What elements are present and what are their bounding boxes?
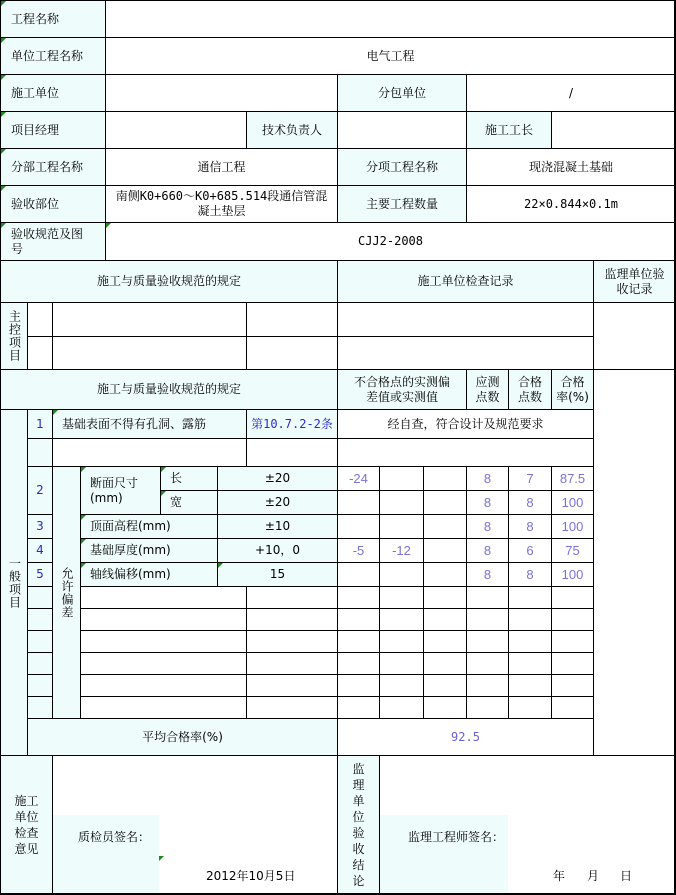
row5-no: 5 — [27, 562, 53, 587]
foreman-label: 施工工长 — [466, 111, 552, 149]
row2b-tolerance: ±20 — [217, 490, 338, 515]
empty-cell[interactable] — [466, 586, 509, 609]
empty-cell[interactable] — [80, 696, 247, 719]
empty-cell[interactable] — [466, 652, 509, 675]
tech-lead-label: 技术负责人 — [246, 111, 338, 149]
empty-cell[interactable] — [508, 586, 552, 609]
empty-cell[interactable] — [246, 696, 338, 719]
avg-pass-rate-value[interactable]: 92.5 — [337, 718, 594, 756]
empty-cell[interactable] — [508, 608, 552, 631]
empty-cell[interactable] — [337, 630, 380, 653]
general-supervisor-record[interactable] — [593, 369, 676, 756]
row3-tolerance: ±10 — [217, 514, 338, 539]
empty-cell[interactable] — [80, 674, 247, 697]
main-supervisor-record[interactable] — [593, 302, 676, 370]
should-points-cell[interactable]: 8 — [466, 490, 509, 515]
subcontractor-label: 分包单位 — [337, 74, 467, 112]
empty-cell[interactable] — [337, 586, 380, 609]
supervisor-date-day: 日 — [620, 869, 633, 883]
main-row-clause[interactable] — [246, 336, 338, 370]
row4-no: 4 — [27, 538, 53, 563]
subitem-label: 分项工程名称 — [337, 148, 467, 186]
row2-sub-width: 宽 — [160, 490, 218, 515]
contractor-label: 施工单位 — [0, 74, 106, 112]
empty-cell[interactable] — [466, 630, 509, 653]
deviation-cell[interactable] — [379, 466, 424, 491]
should-points-cell[interactable]: 8 — [466, 514, 509, 539]
pass-points-cell[interactable]: 6 — [508, 538, 552, 563]
deviation-cell[interactable] — [379, 562, 424, 587]
empty-cell[interactable] — [379, 652, 424, 675]
empty-cell[interactable] — [379, 608, 424, 631]
pass-rate-cell[interactable]: 100 — [551, 490, 594, 515]
main-row-spec[interactable] — [52, 302, 247, 337]
engineer-sign-label: 监理工程师签名： — [408, 830, 505, 844]
row4-tolerance: +10，0 — [217, 538, 338, 563]
pass-rate-cell[interactable]: 75 — [551, 538, 594, 563]
deviation-cell[interactable] — [423, 466, 467, 491]
deviation-cell[interactable] — [423, 490, 467, 515]
empty-cell[interactable] — [379, 674, 424, 697]
should-points-cell[interactable]: 8 — [466, 466, 509, 491]
empty-cell[interactable] — [508, 652, 552, 675]
deviation-cell[interactable]: -12 — [379, 538, 424, 563]
pass-rate-cell[interactable]: 87.5 — [551, 466, 594, 491]
empty-cell — [27, 674, 53, 697]
row2a-tolerance: ±20 — [217, 466, 338, 491]
blank-row-result[interactable] — [337, 438, 594, 467]
supervisor-date-month: 月 — [587, 869, 600, 883]
quantity-field[interactable]: 22×0.844×0.1m — [466, 185, 676, 223]
row2-name: 断面尺寸(mm) — [80, 466, 161, 515]
tech-lead-field[interactable] — [337, 111, 467, 149]
empty-cell[interactable] — [379, 630, 424, 653]
manager-field[interactable] — [105, 111, 247, 149]
standard-label: 验收规范及图号 — [0, 222, 106, 261]
main-row-no[interactable] — [27, 336, 53, 370]
empty-cell — [27, 696, 53, 719]
deviation-cell[interactable] — [379, 490, 424, 515]
unit-project-label: 单位工程名称 — [0, 37, 106, 75]
empty-cell[interactable] — [80, 652, 247, 675]
general-spec-header: 施工与质量验收规范的规定 — [0, 369, 338, 410]
empty-cell[interactable] — [466, 608, 509, 631]
manager-label: 项目经理 — [0, 111, 106, 149]
empty-cell[interactable] — [379, 586, 424, 609]
empty-cell — [27, 630, 53, 653]
empty-cell — [27, 586, 53, 609]
empty-cell[interactable] — [508, 630, 552, 653]
empty-cell[interactable] — [508, 674, 552, 697]
item1-no: 1 — [27, 409, 53, 439]
empty-cell — [27, 608, 53, 631]
empty-cell[interactable] — [80, 586, 247, 609]
location-field[interactable]: 南侧K0+660～K0+685.514段通信管混凝土垫层 — [105, 185, 338, 223]
empty-cell[interactable] — [337, 652, 380, 675]
general-side-label: 一般项目 — [0, 409, 28, 756]
inspector-sign-bg — [53, 815, 159, 893]
deviation-cell[interactable] — [379, 514, 424, 539]
row5-tolerance: 15 — [217, 562, 338, 587]
item1-result[interactable]: 经自查，符合设计及规范要求 — [337, 409, 594, 439]
contractor-date: 2012年10月5日 — [206, 869, 296, 883]
empty-cell[interactable] — [423, 652, 467, 675]
row2-no: 2 — [27, 466, 53, 515]
should-points-cell[interactable]: 8 — [466, 562, 509, 587]
empty-cell[interactable] — [246, 608, 338, 631]
empty-cell[interactable] — [423, 586, 467, 609]
deviation-cell[interactable] — [337, 514, 380, 539]
empty-cell[interactable] — [246, 674, 338, 697]
location-label: 验收部位 — [0, 185, 106, 223]
quantity-label: 主要工程数量 — [337, 185, 467, 223]
empty-cell[interactable] — [551, 608, 594, 631]
contractor-field[interactable] — [105, 74, 338, 112]
deviation-cell[interactable] — [423, 562, 467, 587]
main-row-record[interactable] — [337, 302, 594, 337]
empty-cell[interactable] — [508, 696, 552, 719]
empty-cell[interactable] — [423, 630, 467, 653]
empty-cell[interactable] — [337, 674, 380, 697]
subitem-field[interactable]: 现浇混凝土基础 — [466, 148, 676, 186]
empty-cell[interactable] — [551, 630, 594, 653]
supervisor-date-year: 年 — [553, 869, 566, 883]
main-row-record[interactable] — [337, 336, 594, 370]
project-name-field[interactable] — [105, 0, 676, 38]
main-row-spec[interactable] — [52, 336, 247, 370]
deviation-cell[interactable] — [337, 562, 380, 587]
division-field[interactable]: 通信工程 — [105, 148, 338, 186]
deviation-cell[interactable] — [423, 538, 467, 563]
deviation-cell[interactable] — [423, 514, 467, 539]
empty-cell[interactable] — [551, 652, 594, 675]
deviation-cell[interactable]: -5 — [337, 538, 380, 563]
empty-cell[interactable] — [80, 608, 247, 631]
main-spec-header: 施工与质量验收规范的规定 — [0, 260, 338, 303]
main-control-side-label: 主控项目 — [0, 302, 28, 370]
comment-marker-icon — [159, 856, 165, 862]
empty-cell[interactable] — [337, 696, 380, 719]
empty-cell[interactable] — [551, 696, 594, 719]
row2-sub-length: 长 — [160, 466, 218, 491]
foreman-field[interactable] — [551, 111, 676, 149]
empty-cell[interactable] — [466, 696, 509, 719]
empty-cell[interactable] — [466, 674, 509, 697]
main-record-header: 施工单位检查记录 — [337, 260, 594, 303]
pass-points-cell[interactable]: 8 — [508, 514, 552, 539]
pass-points-cell[interactable]: 8 — [508, 490, 552, 515]
pass-rate-cell[interactable]: 100 — [551, 514, 594, 539]
row4-name: 基础厚度(mm) — [80, 538, 218, 563]
row5-name: 轴线偏移(mm) — [80, 562, 218, 587]
empty-cell[interactable] — [423, 696, 467, 719]
empty-cell[interactable] — [379, 696, 424, 719]
tolerance-side-label: 允许偏差 — [52, 466, 81, 719]
pass-rate-cell[interactable]: 100 — [551, 562, 594, 587]
empty-cell[interactable] — [337, 608, 380, 631]
empty-cell — [27, 652, 53, 675]
empty-cell[interactable] — [423, 608, 467, 631]
subcontractor-field[interactable]: / — [466, 74, 676, 112]
project-name-label: 工程名称 — [0, 0, 106, 38]
unit-project-field[interactable]: 电气工程 — [105, 37, 676, 75]
row3-no: 3 — [27, 514, 53, 539]
empty-cell[interactable] — [551, 586, 594, 609]
blank-row-no — [27, 438, 53, 467]
engineer-sign-bg — [380, 815, 508, 893]
avg-pass-rate-label: 平均合格率(%) — [27, 718, 338, 756]
pass-points-header: 合格点数 — [508, 369, 552, 410]
empty-cell[interactable] — [246, 652, 338, 675]
pass-points-cell[interactable]: 7 — [508, 466, 552, 491]
empty-cell[interactable] — [80, 630, 247, 653]
deviation-header: 不合格点的实测偏差值或实测值 — [337, 369, 467, 410]
deviation-cell[interactable]: -24 — [337, 466, 380, 491]
supervisor-conclusion-label: 监理单位验收结论 — [337, 755, 380, 895]
empty-cell[interactable] — [246, 586, 338, 609]
inspector-sign-label: 质检员签名： — [78, 830, 151, 844]
should-points-header: 应测点数 — [466, 369, 509, 410]
empty-cell[interactable] — [423, 674, 467, 697]
pass-points-cell[interactable]: 8 — [508, 562, 552, 587]
item1-desc: 基础表面不得有孔洞、露筋 — [52, 409, 247, 439]
main-row-no[interactable] — [27, 302, 53, 337]
division-label: 分部工程名称 — [0, 148, 106, 186]
standard-field[interactable]: CJJ2-2008 — [105, 222, 676, 261]
should-points-cell[interactable]: 8 — [466, 538, 509, 563]
row3-name: 顶面高程(mm) — [80, 514, 218, 539]
supervisor-record-header: 监理单位验收记录 — [593, 260, 676, 303]
pass-rate-header: 合格率(%) — [551, 369, 594, 410]
item1-clause: 第10.7.2-2条 — [246, 409, 338, 439]
empty-cell[interactable] — [551, 674, 594, 697]
empty-cell[interactable] — [246, 630, 338, 653]
contractor-opinion-label: 施工单位检查意见 — [0, 755, 53, 895]
blank-row-desc[interactable] — [52, 438, 247, 467]
main-row-clause[interactable] — [246, 302, 338, 337]
deviation-cell[interactable] — [337, 490, 380, 515]
blank-row-clause[interactable] — [246, 438, 338, 467]
